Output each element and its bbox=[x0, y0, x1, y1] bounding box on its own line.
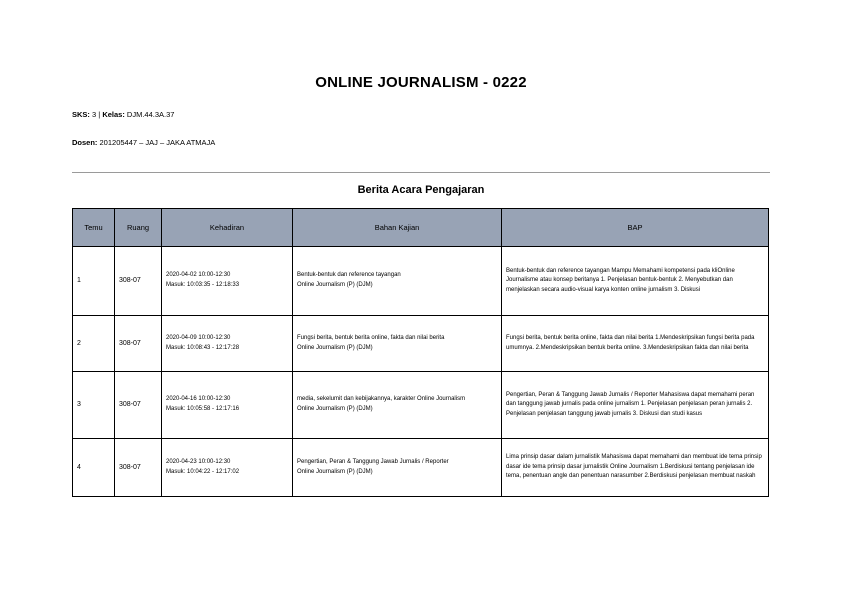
cell-kehadiran bbox=[162, 439, 293, 497]
cell-kehadiran bbox=[162, 316, 293, 372]
dosen-value: 201205447 – JAJ – JAKA ATMAJA bbox=[99, 138, 216, 147]
teaching-record-table bbox=[72, 208, 769, 497]
bahan-course: Online Journalism (P) (DJM) bbox=[297, 468, 373, 475]
kehadiran-schedule: 2020-04-02 10:00-12:30 bbox=[166, 272, 231, 279]
kehadiran-checkin: Masuk: 10:04:22 - 12:17:02 bbox=[166, 468, 240, 475]
bahan-topic: media, sekelumit dan kebijakannya, karakter Online Journalism bbox=[297, 396, 466, 403]
cell-bahan-kajian bbox=[293, 247, 502, 316]
cell-bap: Bentuk-bentuk dan reference tayangan Mampu Memahami kompetensi pada kliOnline Journalisme atau konsep beritanya 1. Penjelasan bentuk-bentuk 2. Menyebutkan dan menjelaskan secara audio-visual karya konten online jurnalism 3. Diskusi bbox=[502, 247, 769, 316]
document-title: ONLINE JOURNALISM - 0222 bbox=[315, 74, 527, 91]
divider bbox=[72, 172, 770, 173]
table-row bbox=[73, 247, 769, 316]
cell-bahan-kajian bbox=[293, 372, 502, 439]
cell-temu: 1 bbox=[73, 247, 115, 316]
cell-bahan-kajian bbox=[293, 316, 502, 372]
bahan-course: Online Journalism (P) (DJM) bbox=[297, 344, 373, 351]
bahan-topic: Bentuk-bentuk dan reference tayangan bbox=[297, 272, 401, 279]
header-ruang: Ruang bbox=[115, 209, 162, 247]
cell-ruang: 308-07 bbox=[115, 439, 162, 497]
kelas-label: Kelas: bbox=[102, 110, 125, 119]
bahan-topic: Pengertian, Peran & Tanggung Jawab Jurnalis / Reporter bbox=[297, 458, 449, 465]
table-row bbox=[73, 439, 769, 497]
cell-temu: 3 bbox=[73, 372, 115, 439]
kehadiran-schedule: 2020-04-09 10:00-12:30 bbox=[166, 334, 231, 341]
cell-ruang: 308-07 bbox=[115, 316, 162, 372]
kehadiran-schedule: 2020-04-16 10:00-12:30 bbox=[166, 396, 231, 403]
bahan-course: Online Journalism (P) (DJM) bbox=[297, 282, 373, 288]
section-title: Berita Acara Pengajaran bbox=[357, 184, 485, 196]
header-bap: BAP bbox=[502, 209, 769, 247]
header-bahan-kajian: Bahan Kajian bbox=[293, 209, 502, 247]
cell-bap: Pengertian, Peran & Tanggung Jawab Jurnalis / Reporter Mahasiswa dapat memahami peran dan tanggung jawab jurnalis pada online jurnalism 1. Penjelasan penjelasan peran jurnalis 2. Penjelasan penjelasan tanggung jawab jurnalis 3. Diskusi dan studi kasus bbox=[502, 372, 769, 439]
cell-bap: Lima prinsip dasar dalam jurnalistik Mahasiswa dapat memahami dan membuat ide tema prinsip dasar ide tema prinsip dasar jurnalistik Online Journalism 1.Berdiskusi tentang penjelasan ide tema, penentuan angle dan penentuan narasumber 2.Berdiskusi penjelasan membuat naskah bbox=[502, 439, 769, 497]
header-kehadiran: Kehadiran bbox=[162, 209, 293, 247]
sks-label: SKS: bbox=[72, 110, 90, 119]
header-temu: Temu bbox=[73, 209, 115, 247]
cell-bap: Fungsi berita, bentuk berita online, fakta dan nilai berita 1.Mendeskripsikan fungsi berita pada umumnya. 2.Mendeskripsikan bentuk berita online. 3.Mendeskripsikan fakta dan nilai berita bbox=[502, 316, 769, 372]
bahan-topic: Fungsi berita, bentuk berita online, fakta dan nilai berita bbox=[297, 334, 445, 341]
sks-value: 3 | bbox=[92, 110, 101, 119]
cell-temu: 4 bbox=[73, 439, 115, 497]
course-info bbox=[72, 110, 174, 119]
cell-ruang: 308-07 bbox=[115, 247, 162, 316]
table-row bbox=[73, 372, 769, 439]
kehadiran-checkin: Masuk: 10:03:35 - 12:18:33 bbox=[166, 282, 240, 288]
cell-kehadiran bbox=[162, 372, 293, 439]
kelas-value: DJM.44.3A.37 bbox=[126, 110, 175, 119]
dosen-label: Dosen: bbox=[72, 138, 98, 147]
cell-ruang: 308-07 bbox=[115, 372, 162, 439]
kehadiran-schedule: 2020-04-23 10:00-12:30 bbox=[166, 458, 231, 465]
table-header-row bbox=[73, 209, 769, 247]
kehadiran-checkin: Masuk: 10:05:58 - 12:17:16 bbox=[166, 406, 240, 412]
bahan-course: Online Journalism (P) (DJM) bbox=[297, 406, 373, 412]
kehadiran-checkin: Masuk: 10:08:43 - 12:17:28 bbox=[166, 344, 240, 351]
table-row bbox=[73, 316, 769, 372]
cell-kehadiran bbox=[162, 247, 293, 316]
cell-bahan-kajian bbox=[293, 439, 502, 497]
cell-temu: 2 bbox=[73, 316, 115, 372]
lecturer-info bbox=[72, 138, 215, 147]
